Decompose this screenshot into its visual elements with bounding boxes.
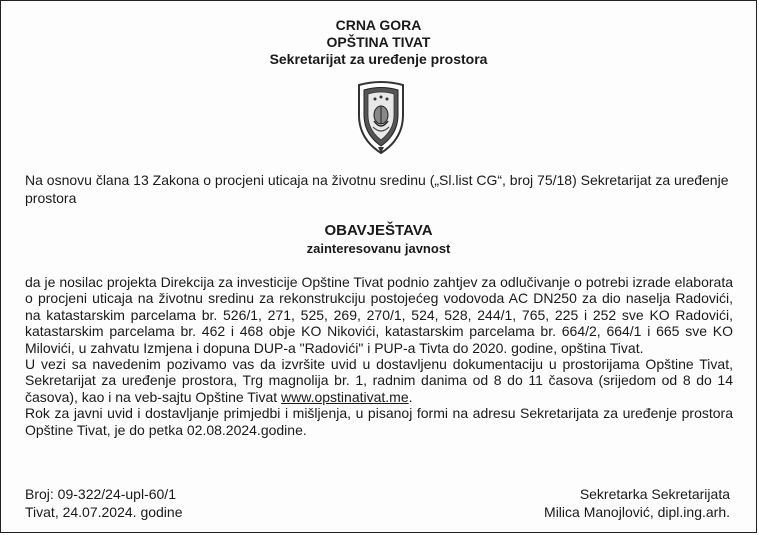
signatory-name: Milica Manojlović, dipl.ing.arh. <box>544 504 730 520</box>
notice-body <box>25 274 733 438</box>
letterhead <box>1 17 756 68</box>
municipal-coat-of-arms-icon <box>353 77 409 157</box>
deadline-text: Rok za javni uvid i dostavljanje primjedbi i mišljenja, u pisanoj formi na adresu Sekretarijata za uređenje prostora Opštine Tivat, je do petka 02.08.2024.godine. <box>25 405 733 438</box>
department-name: Sekretarijat za uređenje prostora <box>269 51 488 67</box>
notice-subtitle: zainteresovanu javnost <box>306 241 451 256</box>
signatory-title: Sekretarka Sekretarijata <box>579 486 730 502</box>
reference-number: Broj: 09-322/24-upl-60/1 <box>25 486 176 502</box>
document-reference <box>25 485 183 521</box>
signature-block <box>544 485 730 521</box>
website-link[interactable]: www.opstinativat.me <box>281 388 409 405</box>
project-description: da je nosilac projekta Direkcija za investicije Opštine Tivat podnio zahtjev za odlučivanje o potrebi izrade elaborata o procjeni uticaja na životnu sredinu za rekonstrukciju postojećeg vodovoda AC DN250 za dio naselja Radovići, na katastarskim parcelama br. 526/1, 271, 525, 269, 270/1, 524, 528, 244/1, 765, 225 i 252 sve KO Radovići, katastarskim parcelama br. 462 i 468 obje KO Nikovići, katastarskim parcelama br. 664/2, 664/1 i 665 sve KO Milovići, u zahvatu Izmjena i dopuna DUP-a "Radovići" i PUP-a Tivta do 2020. godine, opština Tivat. <box>25 274 733 356</box>
notice-heading <box>1 222 756 258</box>
place-and-date: Tivat, 24.07.2024. godine <box>25 504 183 520</box>
country-name: CRNA GORA <box>335 17 422 33</box>
inspection-invitation <box>25 356 733 405</box>
inspection-text: U vezi sa navedenim pozivamo vas da izvršite uvid u dostavljenu dokumentaciju u prostorijama Opštine Tivat, Sekretarijat za uređenje prostora, Trg magnolija br. 1, radnim danima od 8 do 11 časova (srijedom od 8 do 14 časova), kao i na veb-sajtu Opštine Tivat <box>25 356 733 405</box>
notice-title: OBAVJEŠTAVA <box>324 222 433 239</box>
legal-basis-text: Na osnovu člana 13 Zakona o procjeni uticaja na životnu sredinu („Sl.list CG“, broj 75/18) Sekretarijat za uređenje prostora <box>25 172 729 206</box>
inspection-text-end: . <box>408 388 413 405</box>
municipality-name: OPŠTINA TIVAT <box>326 34 431 50</box>
